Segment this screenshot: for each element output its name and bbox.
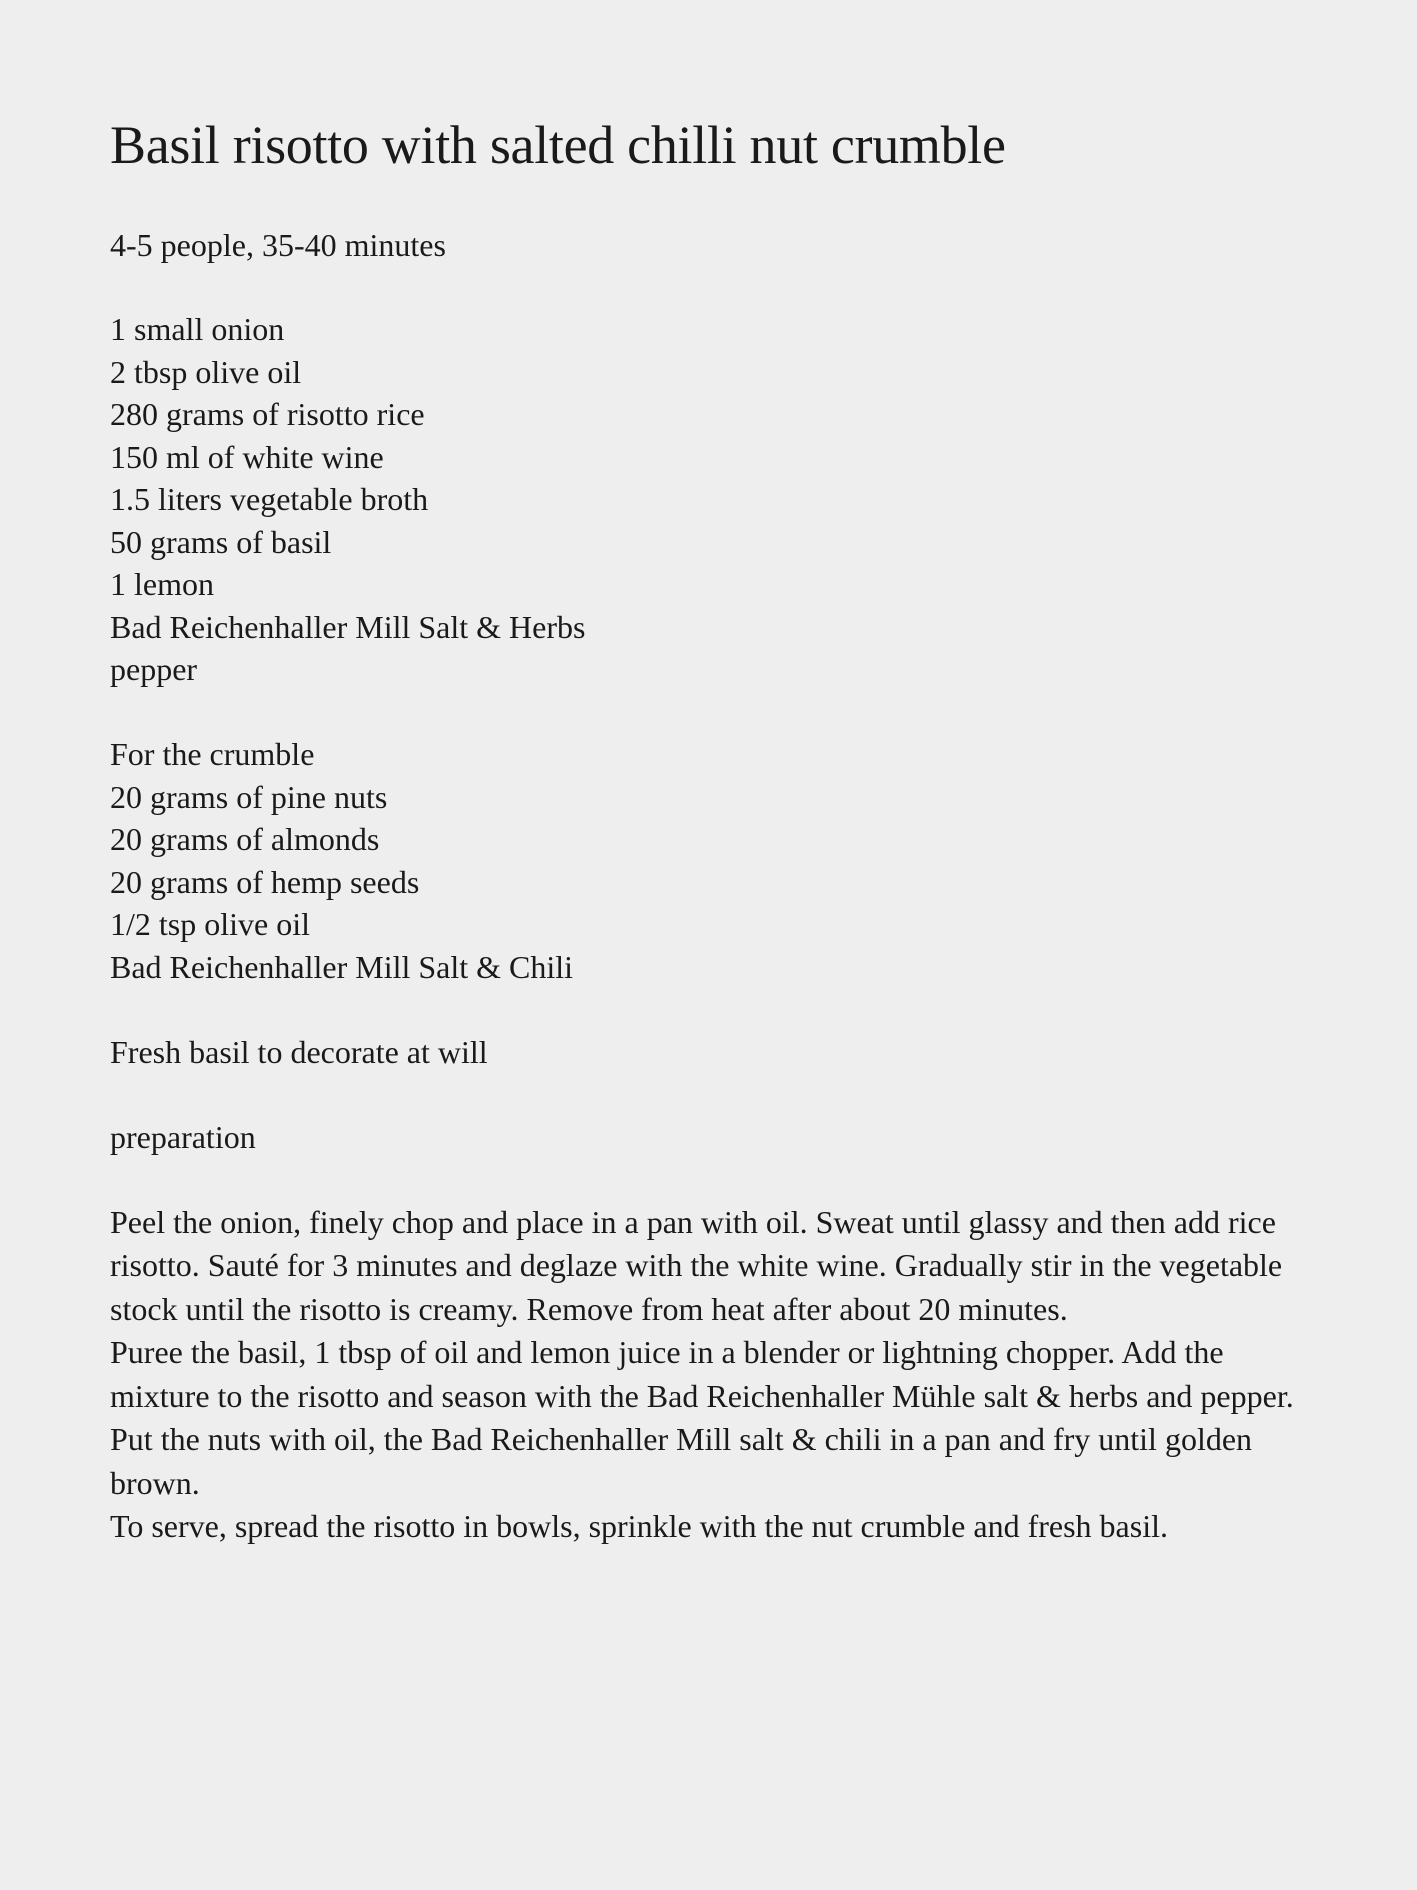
- ingredient-item: Bad Reichenhaller Mill Salt & Herbs: [110, 608, 586, 645]
- preparation-step: Peel the onion, finely chop and place in a pan with oil. Sweat until glassy and then add rice risotto. Sauté for 3 minutes and deglaze with the white wine. Gradually stir in the vegetable stock until the risotto is creamy. Remove from heat after about 20 minutes.: [110, 1203, 1283, 1327]
- ingredient-item: pepper: [110, 651, 198, 687]
- crumble-item: 20 grams of almonds: [110, 821, 380, 857]
- ingredient-item: 280 grams of risotto rice: [110, 396, 425, 432]
- crumble-item: 20 grams of hemp seeds: [110, 863, 420, 900]
- crumble-item: Bad Reichenhaller Mill Salt & Chili: [110, 948, 574, 985]
- preparation-step: Put the nuts with oil, the Bad Reichenhaller Mill salt & chili in a pan and fry until golden brown.: [110, 1421, 1253, 1501]
- servings-time: 4-5 people, 35-40 minutes: [110, 227, 446, 263]
- preparation-heading: preparation: [110, 1118, 256, 1155]
- ingredient-item: 1 small onion: [110, 311, 285, 347]
- crumble-item: 1/2 tsp olive oil: [110, 906, 310, 942]
- recipe-title: Basil risotto with salted chilli nut crumble: [110, 115, 1006, 175]
- ingredient-item: 50 grams of basil: [110, 523, 332, 560]
- ingredient-item: 150 ml of white wine: [110, 438, 384, 475]
- preparation-steps: [110, 1201, 1320, 1549]
- ingredient-list: [110, 308, 1320, 691]
- ingredient-item: 1.5 liters vegetable broth: [110, 481, 429, 517]
- recipe-document: [110, 110, 1320, 1549]
- ingredient-item: 2 tbsp olive oil: [110, 353, 302, 390]
- ingredient-item: 1 lemon: [110, 566, 214, 602]
- crumble-section: [110, 733, 1320, 988]
- crumble-heading: For the crumble: [110, 736, 315, 772]
- preparation-step: To serve, spread the risotto in bowls, sprinkle with the nut crumble and fresh basil.: [110, 1508, 1168, 1544]
- garnish-note: Fresh basil to decorate at will: [110, 1033, 488, 1070]
- preparation-step: Puree the basil, 1 tbsp of oil and lemon juice in a blender or lightning chopper. Add the mixture to the risotto and season with the Bad Reichenhaller Mühle salt & herbs and pepper.: [110, 1334, 1294, 1414]
- crumble-item: 20 grams of pine nuts: [110, 778, 388, 815]
